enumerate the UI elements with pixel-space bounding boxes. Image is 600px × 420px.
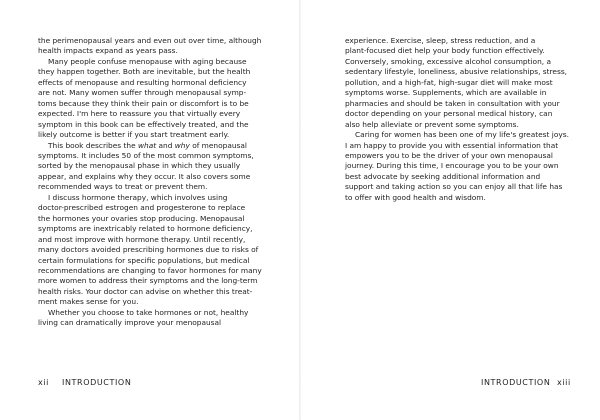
running-head: INTRODUCTION <box>62 378 132 387</box>
body-line: more women to address their symptoms and the long-term <box>38 276 258 286</box>
body-line: pollution, and a high-fat, high-sugar diet will make most <box>345 77 553 87</box>
body-line: effects of menopause and resulting hormonal deficiency <box>38 77 247 87</box>
body-line: I am happy to provide you with essential information that <box>345 140 559 150</box>
page-number: xii <box>38 378 49 387</box>
body-line: recommendations are changing to favor hormones for many <box>38 265 262 275</box>
body-line: living can dramatically improve your menopausal <box>38 318 222 328</box>
body-line: doctor-prescribed estrogen and progesterone to replace <box>38 203 246 213</box>
body-line: certain formulations for specific populations, but medical <box>38 255 250 265</box>
body-line: plant-focused diet help your body function effectively. <box>345 46 545 56</box>
body-line: I discuss hormone therapy, which involves using <box>48 192 228 202</box>
running-head: INTRODUCTION <box>481 378 551 387</box>
body-line: the hormones your ovaries stop producing. Menopausal <box>38 213 245 223</box>
body-line: expected. I'm here to reassure you that virtually every <box>38 109 241 119</box>
body-line: health risks. Your doctor can advise on whether this treat- <box>38 286 253 296</box>
body-line: many doctors avoided prescribing hormones due to risks of <box>38 245 259 255</box>
body-line: likely outcome is better if you start treatment early. <box>38 130 230 140</box>
body-line: ment makes sense for you. <box>38 297 139 307</box>
body-line: Whether you choose to take hormones or not, healthy <box>48 307 249 317</box>
body-line: Caring for women has been one of my life's greatest joys. <box>355 130 569 140</box>
body-line: support and taking action so you can enjoy all that life has <box>345 182 563 192</box>
body-line: Conversely, smoking, excessive alcohol consumption, a <box>345 56 551 66</box>
body-line: they happen together. Both are inevitable, but the health <box>38 67 251 77</box>
body-line: pharmacies and should be taken in consultation with your <box>345 98 560 108</box>
right-page-body <box>345 36 573 203</box>
body-line: are not. Many women suffer through menopausal symp- <box>38 88 247 98</box>
body-line: symptom in this book can be effectively treated, and the <box>38 119 249 129</box>
body-line: and most improve with hormone therapy. Until recently, <box>38 234 246 244</box>
body-line: also help alleviate or prevent some symptoms. <box>345 119 519 129</box>
body-line: best advocate by seeking additional information and <box>345 171 541 181</box>
body-line: empowers you to be the driver of your own menopausal <box>345 150 553 160</box>
body-line: toms because they think their pain or discomfort is to be <box>38 98 249 108</box>
page-number: xiii <box>557 378 571 387</box>
body-line: experience. Exercise, sleep, stress reduction, and a <box>345 36 536 45</box>
body-line: recommended ways to treat or prevent them. <box>38 182 208 192</box>
body-line: sedentary lifestyle, loneliness, abusive relationships, stress, <box>345 67 568 77</box>
body-line: appear, and explains why they occur. It also covers some <box>38 171 251 181</box>
body-line: symptoms are inextricably related to hormone deficiency, <box>38 224 253 234</box>
body-line: the perimenopausal years and even out over time, although <box>38 36 262 45</box>
body-line: This book describes the what and why of menopausal <box>48 140 247 150</box>
body-line: doctor depending on your personal medical history, can <box>345 109 553 119</box>
body-line: journey. During this time, I encourage you to be your own <box>345 161 559 171</box>
body-line: Many people confuse menopause with aging because <box>48 56 247 66</box>
body-line: symptoms worse. Supplements, which are available in <box>345 88 547 98</box>
body-line: to offer with good health and wisdom. <box>345 192 486 202</box>
body-line: health impacts expand as years pass. <box>38 46 178 56</box>
body-line: symptoms. It includes 50 of the most common symptoms, <box>38 150 254 160</box>
body-line: sorted by the menopausal phase in which they usually <box>38 161 241 171</box>
